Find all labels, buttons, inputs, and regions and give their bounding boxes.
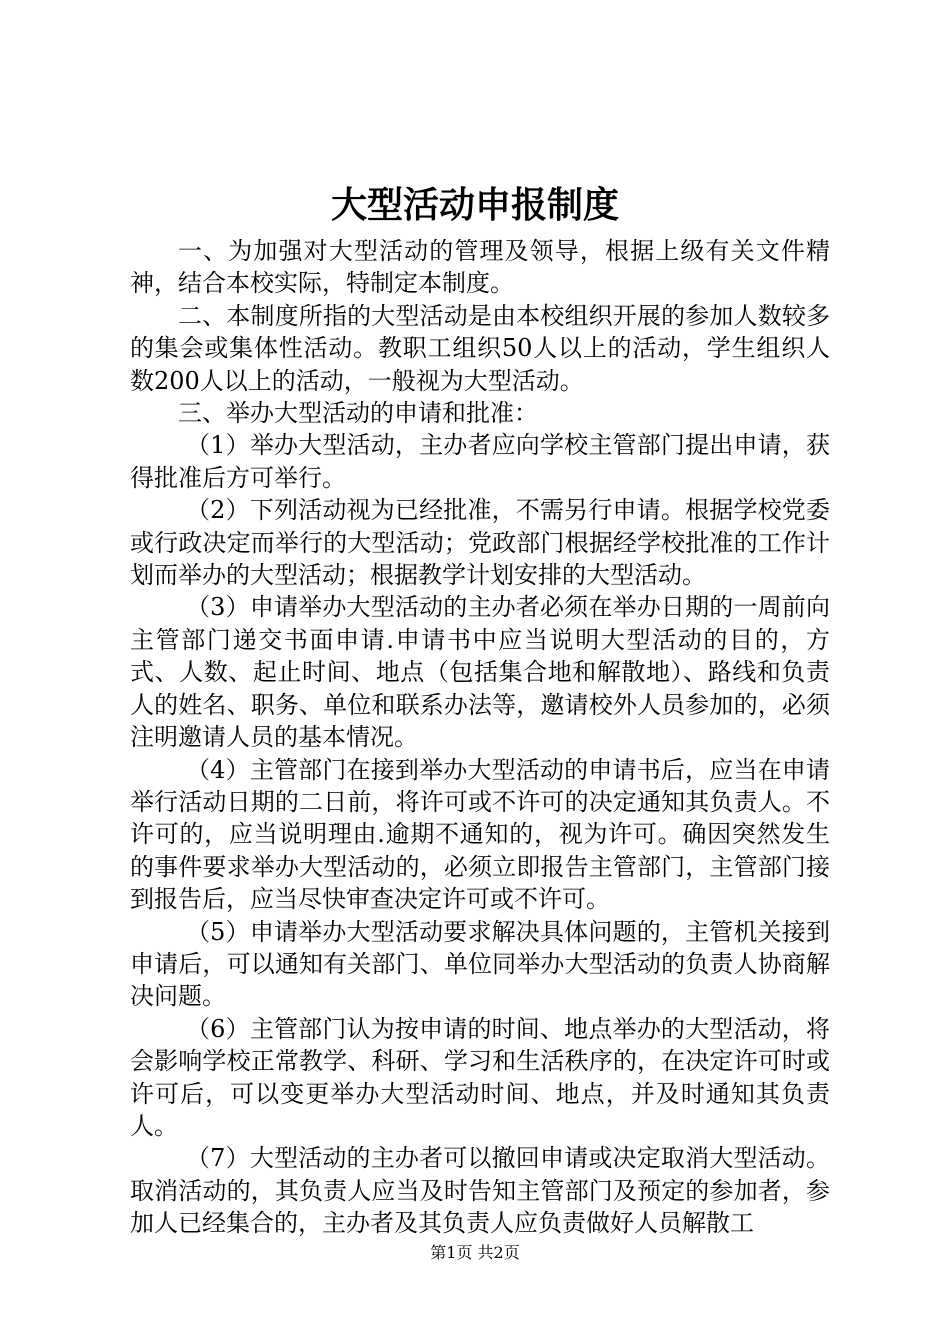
- document-body: [130, 235, 830, 1240]
- paragraph-item-4: （4）主管部门在接到举办大型活动的申请书后，应当在申请举行活动日期的二日前，将许可或不许可的决定通知其负责人。不许可的，应当说明理由.逾期不通知的，视为许可。确因突然发生的事件要求举办大型活动的，必须立即报告主管部门，主管部门接到报告后，应当尽快审查决定许可或不许可。: [130, 755, 830, 914]
- paragraph-item-3: （3）申请举办大型活动的主办者必须在举办日期的一周前向主管部门递交书面申请.申请书中应当说明大型活动的目的，方式、人数、起止时间、地点（包括集合地和解散地）、路线和负责人的姓名、职务、单位和联系办法等，邀请校外人员参加的，必须注明邀请人员的基本情况。: [130, 593, 830, 752]
- paragraph-item-5: （5）申请举办大型活动要求解决具体问题的，主管机关接到申请后，可以通知有关部门、单位同举办大型活动的负责人协商解决问题。: [130, 917, 830, 1011]
- paragraph-3: 三、举办大型活动的申请和批准：: [178, 399, 538, 428]
- paragraph-2: 二、本制度所指的大型活动是由本校组织开展的参加人数较多的集会或集体性活动。教职工组织50人以上的活动，学生组织人数200人以上的活动，一般视为大型活动。: [130, 301, 830, 395]
- document-title: 大型活动申报制度: [330, 184, 619, 226]
- paragraph-item-1: （1）举办大型活动，主办者应向学校主管部门提出申请，获得批准后方可举行。: [130, 431, 830, 492]
- page-number-footer: 第1页 共2页: [430, 1243, 520, 1262]
- paragraph-item-7: （7）大型活动的主办者可以撤回申请或决定取消大型活动。取消活动的，其负责人应当及时告知主管部门及预定的参加者，参加人已经集合的，主办者及其负责人应负责做好人员解散工: [130, 1144, 830, 1238]
- paragraph-1: 一、为加强对大型活动的管理及领导，根据上级有关文件精神，结合本校实际，特制定本制度。: [130, 237, 830, 298]
- paragraph-item-6: （6）主管部门认为按申请的时间、地点举办的大型活动，将会影响学校正常教学、科研、学习和生活秩序的，在决定许可时或许可后，可以变更举办大型活动时间、地点，并及时通知其负责人。: [130, 1014, 830, 1140]
- paragraph-item-2: （2）下列活动视为已经批准，不需另行申请。根据学校党委或行政决定而举行的大型活动；党政部门根据经学校批准的工作计划而举办的大型活动；根据教学计划安排的大型活动。: [130, 496, 830, 590]
